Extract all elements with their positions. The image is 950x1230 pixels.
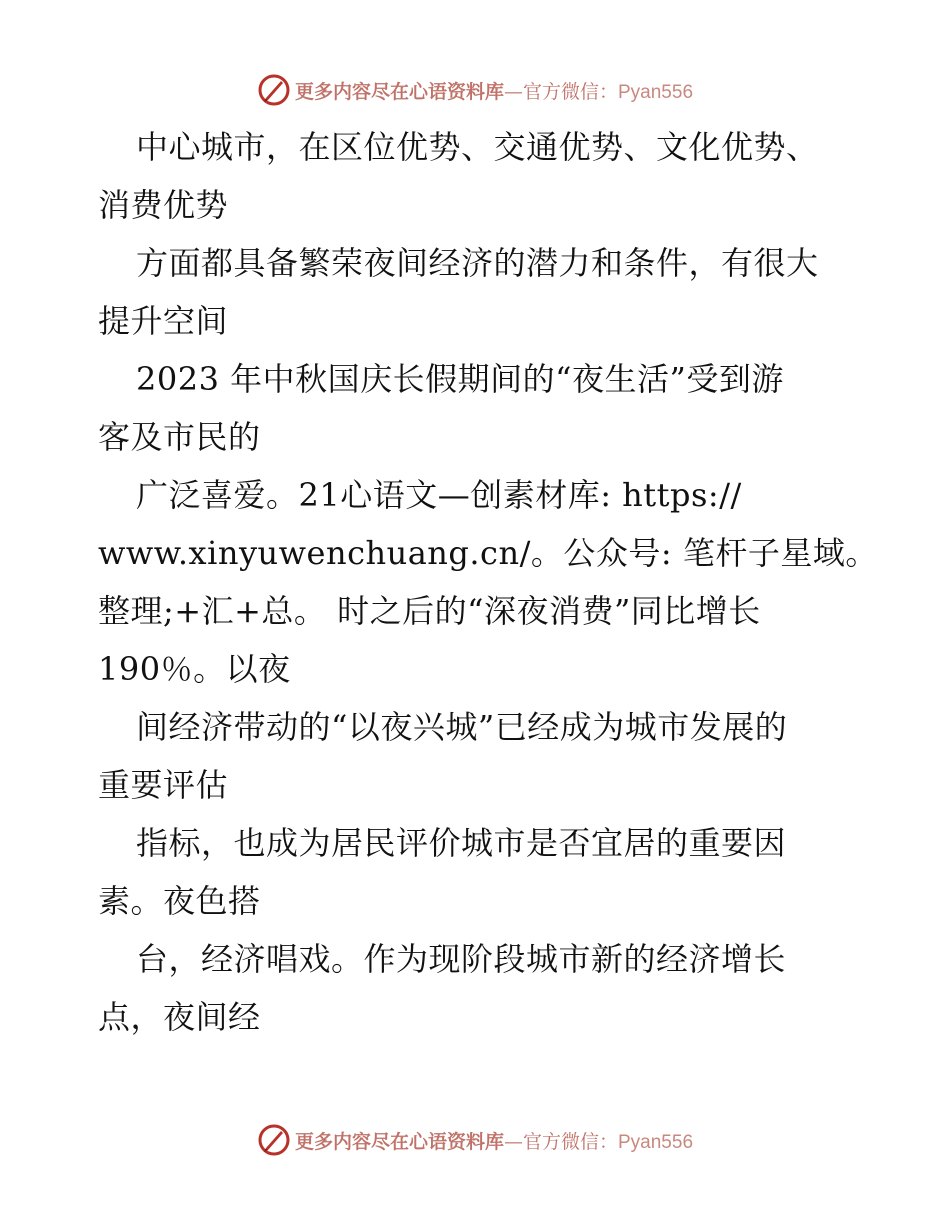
text-line: 方面都具备繁荣夜间经济的潜力和条件，有很大 — [136, 244, 819, 282]
text-line: 指标，也成为居民评价城市是否宜居的重要因 — [136, 824, 787, 862]
text-line: www.xinyuwenchuang.cn/。公众号: 笔杆子星域。 — [98, 534, 878, 572]
text-line: 台，经济唱戏。作为现阶段城市新的经济增长 — [136, 940, 787, 978]
text-line: 整理;+汇+总。 时之后的“深夜消费”同比增长 — [98, 592, 761, 630]
banner-dash: — — [503, 80, 523, 103]
banner-main-text: 更多内容尽在心语资料库 — [294, 80, 504, 103]
banner-wechat-label: 官方微信： — [522, 80, 618, 103]
banner-wechat-id: Pyan556 — [618, 81, 694, 103]
text-line: 190％。以夜 — [98, 650, 291, 688]
text-line: 广泛喜爱。21心语文—创素材库: https:// — [136, 476, 742, 514]
text-line: 中心城市，在区位优势、交通优势、文化优势、 — [136, 128, 819, 166]
quill-logo-icon — [257, 1123, 291, 1157]
text-line: 点，夜间经 — [98, 998, 261, 1036]
text-line: 间经济带动的“以夜兴城”已经成为城市发展的 — [136, 708, 788, 746]
banner-dash: — — [503, 1130, 523, 1153]
document-body — [98, 118, 878, 1046]
footer-banner — [0, 1120, 950, 1160]
text-line: 客及市民的 — [98, 418, 261, 456]
text-line: 素。夜色搭 — [98, 882, 261, 920]
text-line: 2023 年中秋国庆长假期间的“夜生活”受到游 — [136, 360, 784, 398]
header-banner — [0, 70, 950, 110]
text-line: 提升空间 — [98, 302, 229, 340]
quill-logo-icon — [257, 73, 291, 107]
banner-wechat-id: Pyan556 — [618, 1131, 694, 1153]
text-line: 重要评估 — [98, 766, 229, 804]
text-line: 消费优势 — [98, 186, 229, 224]
banner-wechat-label: 官方微信： — [522, 1130, 618, 1153]
banner-main-text: 更多内容尽在心语资料库 — [294, 1130, 504, 1153]
